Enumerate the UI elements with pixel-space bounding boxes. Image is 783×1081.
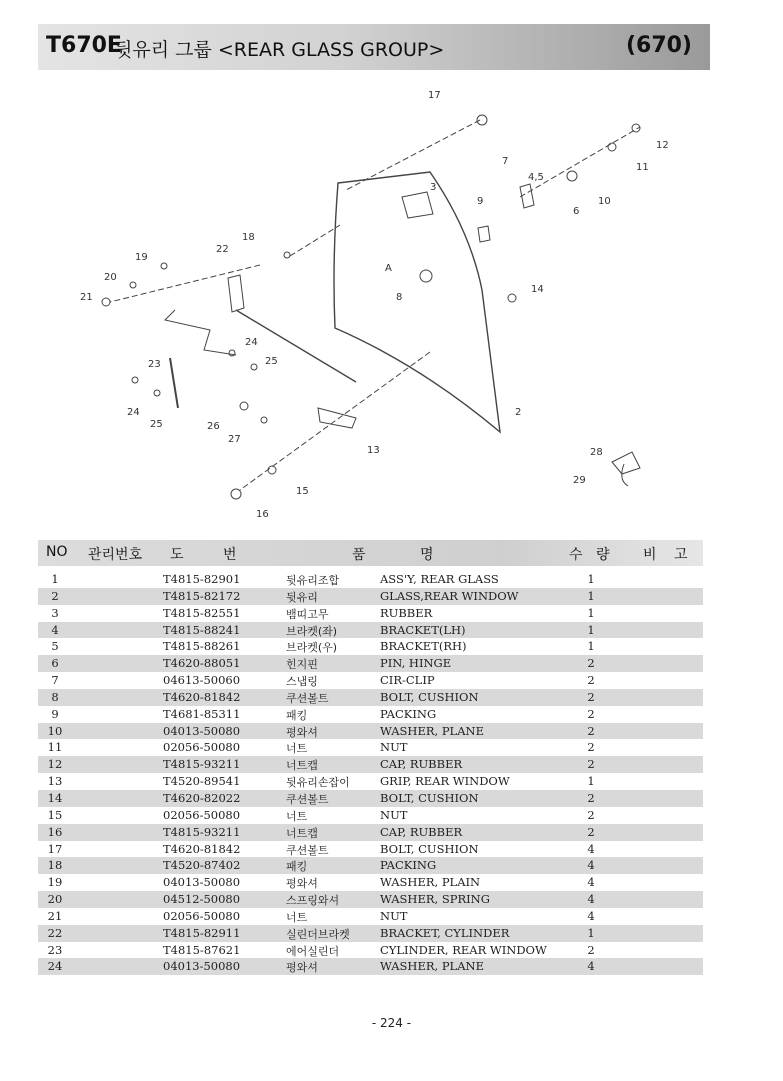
cell-english-name: NUT	[380, 740, 408, 755]
cell-no: 24	[47, 959, 63, 974]
cell-english-name: RUBBER	[380, 605, 433, 620]
cell-korean-name: 스냅링	[286, 675, 318, 689]
cell-english-name: CYLINDER, REAR WINDOW	[380, 942, 547, 957]
cell-part-number: T4520-89541	[163, 774, 241, 789]
cell-quantity: 2	[587, 723, 595, 738]
cell-korean-name: 패킹	[286, 708, 308, 722]
cell-korean-name: 너트	[286, 742, 308, 756]
callout: 23	[148, 359, 161, 370]
cell-korean-name: 실린더브라켓	[286, 927, 350, 941]
cell-korean-name: 스프링와셔	[286, 894, 340, 908]
cell-quantity: 1	[587, 639, 595, 654]
header-name-1: 품	[352, 547, 366, 563]
table-row	[38, 874, 703, 891]
exploded-parts-diagram	[0, 80, 783, 540]
callout: 6	[573, 206, 580, 217]
callout: 8	[396, 292, 403, 303]
table-row	[38, 605, 703, 622]
cell-korean-name: 너트	[286, 809, 308, 823]
cell-part-number: T4681-85311	[163, 706, 241, 721]
table-header	[38, 540, 703, 566]
grip-handle	[318, 408, 356, 428]
cell-quantity: 1	[587, 572, 595, 586]
cell-english-name: BRACKET(LH)	[380, 622, 466, 637]
table-row	[38, 655, 703, 672]
cell-no: 12	[47, 757, 63, 772]
cell-quantity: 2	[587, 824, 595, 839]
cell-no: 19	[47, 875, 63, 890]
cell-english-name: WASHER, PLAIN	[380, 875, 481, 890]
cell-quantity: 2	[587, 689, 595, 704]
cell-no: 14	[47, 790, 63, 805]
callout: 2	[515, 407, 522, 418]
cell-english-name: BRACKET(RH)	[380, 639, 467, 654]
cell-quantity: 2	[587, 757, 595, 772]
rubber-strip	[402, 192, 433, 218]
cell-english-name: BOLT, CUSHION	[380, 689, 479, 704]
cell-quantity: 4	[587, 841, 595, 856]
cell-korean-name: 평와셔	[286, 961, 318, 975]
cell-english-name: PACKING	[380, 858, 437, 873]
callout: 27	[228, 434, 241, 445]
cell-part-number: T4815-93211	[163, 757, 241, 772]
cell-korean-name: 뒷유리	[286, 590, 318, 604]
callout: 25	[150, 419, 163, 430]
table-row	[38, 942, 703, 959]
cell-english-name: BRACKET, CYLINDER	[380, 925, 510, 940]
cell-quantity: 4	[587, 959, 595, 974]
cell-english-name: CIR-CLIP	[380, 673, 435, 688]
callout: 26	[207, 421, 220, 432]
cell-part-number: T4815-87621	[163, 942, 241, 957]
cell-quantity: 4	[587, 875, 595, 890]
cell-korean-name: 패킹	[286, 860, 308, 874]
table-row	[38, 588, 703, 605]
cell-no: 16	[47, 824, 63, 839]
page-number: - 224 -	[371, 1016, 412, 1030]
cell-quantity: 2	[587, 656, 595, 671]
cell-no: 10	[47, 723, 63, 738]
cell-english-name: CAP, RUBBER	[380, 824, 463, 839]
cell-korean-name: 너트캡	[286, 759, 318, 773]
cell-quantity: 1	[587, 925, 595, 940]
cell-english-name: NUT	[380, 908, 408, 923]
callout: 10	[598, 196, 611, 207]
header-name-2: 명	[420, 547, 434, 563]
table-row	[38, 638, 703, 655]
cell-quantity: 2	[587, 706, 595, 721]
table-row	[38, 925, 703, 942]
cell-no: 8	[51, 689, 59, 704]
cell-no: 20	[47, 892, 63, 907]
header-drawing-2: 번	[223, 547, 237, 563]
cell-part-number: T4815-82551	[163, 605, 241, 620]
cell-quantity: 2	[587, 807, 595, 822]
parts-table-body	[38, 571, 703, 975]
cell-no: 4	[51, 622, 59, 637]
header-qty-2: 량	[596, 547, 610, 563]
cell-part-number: T4815-93211	[163, 824, 241, 839]
cell-part-number: T4815-88241	[163, 622, 241, 637]
cell-korean-name: 뱀띠고무	[286, 607, 329, 621]
table-row	[38, 857, 703, 874]
callout: 13	[367, 445, 380, 456]
model-label: T670E	[46, 33, 122, 58]
callout: 20	[104, 272, 117, 283]
callout: 14	[531, 284, 544, 295]
callout: 15	[296, 486, 309, 497]
cell-no: 21	[47, 908, 63, 923]
header-remark-2: 고	[674, 547, 688, 563]
cell-english-name: NUT	[380, 807, 408, 822]
cell-part-number: 04512-50080	[163, 892, 241, 907]
cell-english-name: WASHER, SPRING	[380, 892, 490, 907]
cell-quantity: 2	[587, 790, 595, 805]
header-qty-1: 수	[569, 547, 583, 563]
cell-part-number: 04013-50080	[163, 723, 241, 738]
callout: 9	[477, 196, 484, 207]
cell-quantity: 1	[587, 588, 595, 603]
callout: 25	[265, 356, 278, 367]
callout: 3	[430, 182, 437, 193]
header-no: NO	[46, 544, 68, 560]
cell-part-number: T4815-88261	[163, 639, 241, 654]
callout: 18	[242, 232, 255, 243]
table-row	[38, 773, 703, 790]
cell-quantity: 1	[587, 605, 595, 620]
header-drawing-1: 도	[170, 547, 184, 563]
cell-korean-name: 너트	[286, 910, 308, 924]
cell-no: 15	[47, 807, 63, 822]
callout: 11	[636, 162, 649, 173]
cell-quantity: 1	[587, 622, 595, 637]
cell-korean-name: 에어실린더	[286, 944, 340, 958]
cell-part-number: 02056-50080	[163, 740, 241, 755]
callout: 29	[573, 475, 586, 486]
cell-korean-name: 힌지핀	[286, 658, 318, 672]
cell-korean-name: 쿠션볼트	[286, 843, 329, 857]
cell-part-number: 02056-50080	[163, 807, 241, 822]
cell-quantity: 4	[587, 908, 595, 923]
cell-quantity: 2	[587, 942, 595, 957]
cell-korean-name: 평와셔	[286, 877, 318, 891]
cell-no: 13	[47, 774, 63, 789]
table-row	[38, 622, 703, 639]
table-row	[38, 790, 703, 807]
table-row	[38, 571, 703, 588]
cell-korean-name: 쿠션볼트	[286, 792, 329, 806]
cell-english-name: BOLT, CUSHION	[380, 790, 479, 805]
cell-no: 5	[51, 639, 59, 654]
table-row	[38, 958, 703, 975]
cell-english-name: WASHER, PLANE	[380, 723, 484, 738]
cell-part-number: T4815-82901	[163, 572, 241, 586]
cell-quantity: 4	[587, 892, 595, 907]
cell-part-number: T4620-81842	[163, 841, 241, 856]
cell-korean-name: 브라켓(우)	[286, 641, 338, 655]
page-header	[38, 24, 710, 70]
cell-quantity: 2	[587, 673, 595, 688]
callout: 17	[428, 90, 441, 101]
cell-korean-name: 쿠션볼트	[286, 691, 329, 705]
cell-no: 18	[47, 858, 63, 873]
cell-no: 2	[51, 588, 59, 603]
rear-glass-panel	[334, 172, 500, 432]
cell-korean-name: 평와셔	[286, 725, 318, 739]
cell-part-number: 04013-50080	[163, 959, 241, 974]
cell-korean-name: 브라켓(좌)	[286, 624, 338, 638]
callout: 12	[656, 140, 669, 151]
table-row	[38, 824, 703, 841]
table-row	[38, 807, 703, 824]
cell-part-number: 02056-50080	[163, 908, 241, 923]
callout: 24	[127, 407, 140, 418]
cell-part-number: 04013-50080	[163, 875, 241, 890]
group-code: (670)	[625, 33, 692, 58]
table-row	[38, 739, 703, 756]
cell-english-name: PACKING	[380, 706, 437, 721]
cell-no: 7	[51, 673, 59, 688]
cell-no: 23	[47, 942, 63, 957]
callout: 16	[256, 509, 269, 520]
callout: 21	[80, 292, 93, 303]
cell-korean-name: 너트캡	[286, 826, 318, 840]
cell-quantity: 1	[587, 774, 595, 789]
cell-no: 3	[51, 605, 59, 620]
cell-part-number: T4620-82022	[163, 790, 241, 805]
cell-part-number: T4520-87402	[163, 858, 241, 873]
cell-quantity: 4	[587, 858, 595, 873]
cell-no: 22	[47, 925, 63, 940]
table-row	[38, 672, 703, 689]
page-title: 뒷유리 그룹 <REAR GLASS GROUP>	[114, 39, 445, 61]
header-remark-1: 비	[643, 547, 657, 563]
table-row	[38, 706, 703, 723]
cell-english-name: WASHER, PLANE	[380, 959, 484, 974]
cell-english-name: CAP, RUBBER	[380, 757, 463, 772]
table-row	[38, 908, 703, 925]
cell-english-name: PIN, HINGE	[380, 656, 452, 671]
cell-english-name: GRIP, REAR WINDOW	[380, 774, 510, 789]
callout: 7	[502, 156, 509, 167]
cell-part-number: T4620-81842	[163, 689, 241, 704]
cell-no: 17	[47, 841, 63, 856]
table-row	[38, 841, 703, 858]
cell-quantity: 2	[587, 740, 595, 755]
cell-part-number: T4620-88051	[163, 656, 241, 671]
header-mgmt-no: 관리번호	[88, 547, 143, 563]
callout: 24	[245, 337, 258, 348]
table-row	[38, 756, 703, 773]
callout: 19	[135, 252, 148, 263]
cell-english-name: GLASS,REAR WINDOW	[380, 588, 519, 603]
table-row	[38, 723, 703, 740]
table-row	[38, 891, 703, 908]
cell-part-number: T4815-82172	[163, 588, 241, 603]
cell-no: 1	[51, 572, 59, 586]
callout: 4,5	[528, 172, 544, 183]
callout: A	[385, 263, 392, 274]
cell-english-name: BOLT, CUSHION	[380, 841, 479, 856]
cell-part-number: T4815-82911	[163, 925, 241, 940]
cylinder-bracket	[228, 275, 244, 312]
callout: 28	[590, 447, 603, 458]
cell-part-number: 04613-50060	[163, 673, 241, 688]
cell-english-name: ASS'Y, REAR GLASS	[380, 572, 499, 586]
table-row	[38, 689, 703, 706]
callout: 22	[216, 244, 229, 255]
cell-no: 11	[47, 740, 63, 755]
cell-no: 9	[51, 706, 59, 721]
cell-korean-name: 뒷유리손잡이	[286, 776, 350, 790]
cell-no: 6	[51, 656, 59, 671]
cell-korean-name: 뒷유리조합	[286, 574, 340, 587]
